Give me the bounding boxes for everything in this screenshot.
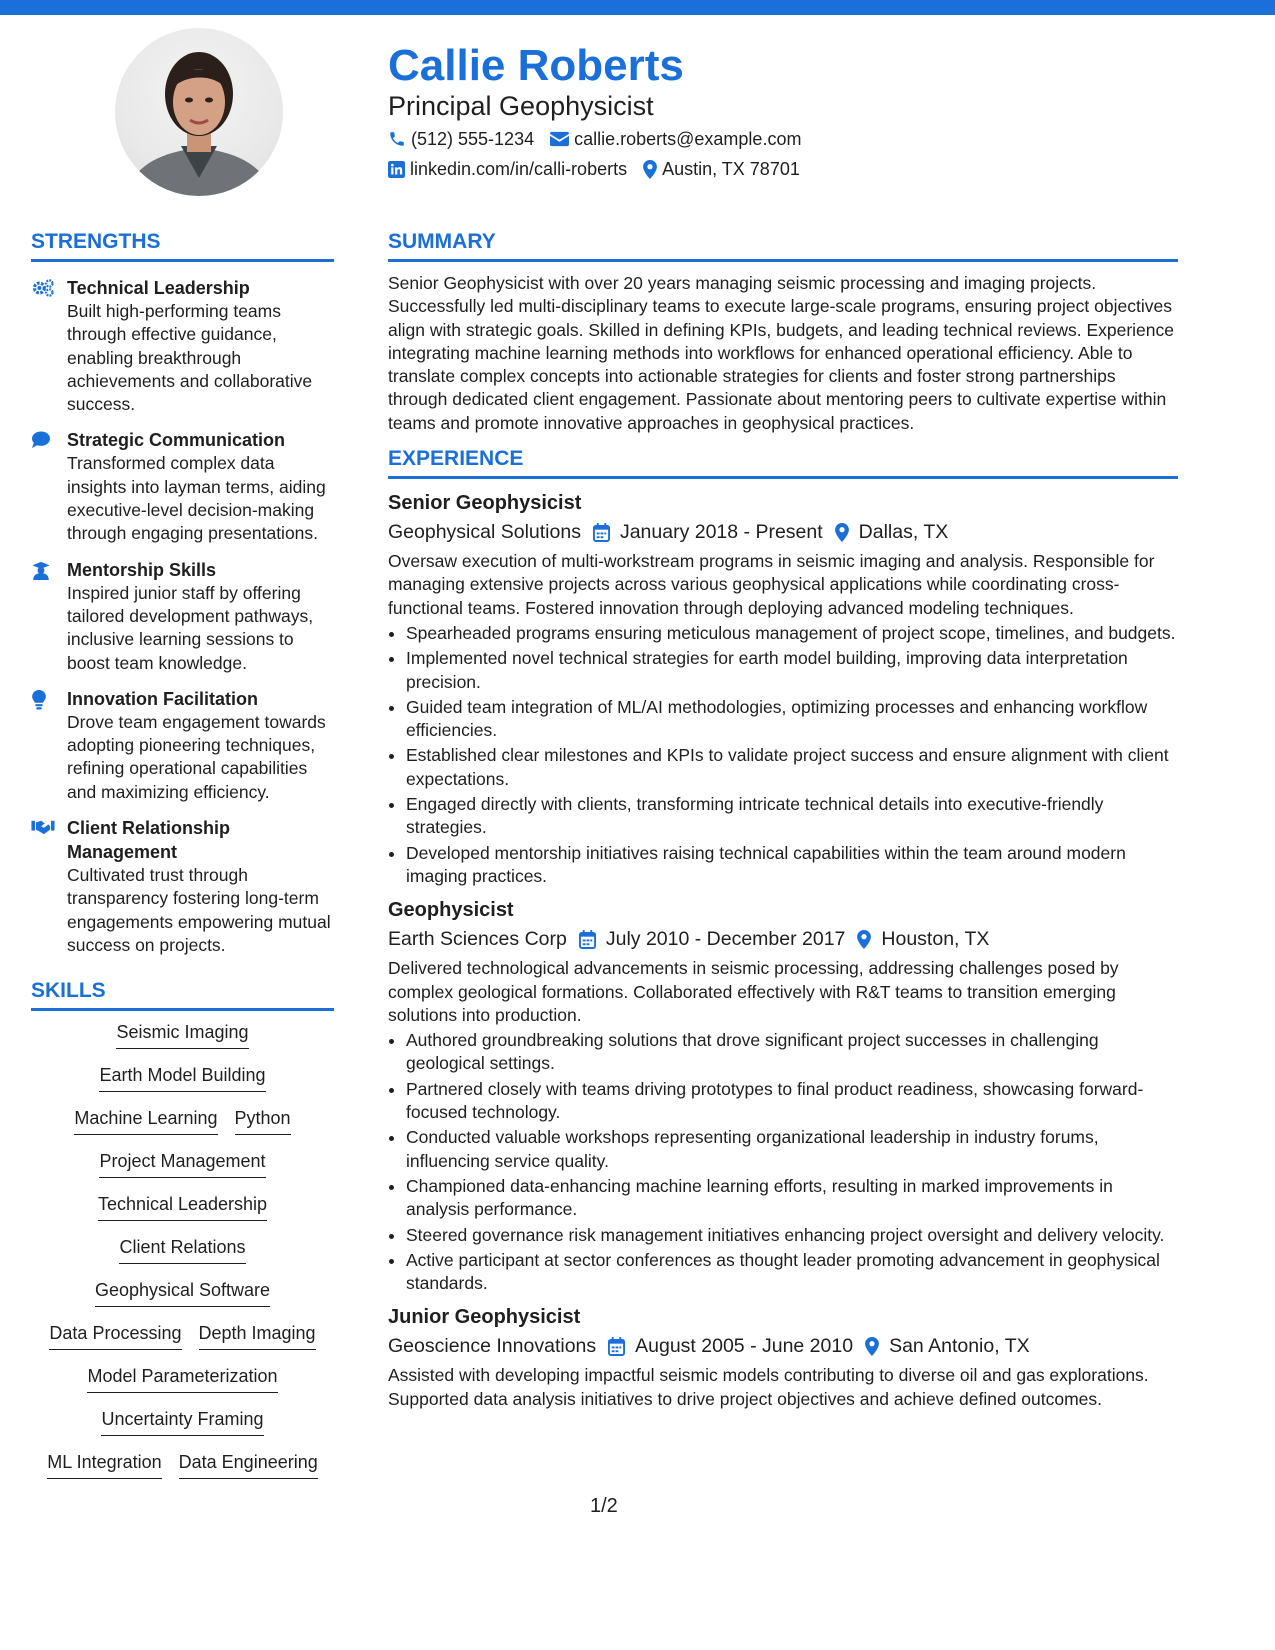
bullet-item: • Conducted valuable workshops representing organizational leadership in industry forums, influencing service quality. [406,1126,1178,1173]
page-number: 1/2 [590,1495,618,1517]
map-pin-icon [643,160,657,179]
left-column [31,228,334,1494]
bullet-item: • Partnered closely with teams driving prototypes to final product readiness, showcasing forward-focused technology. [406,1078,1178,1125]
skill-tag: Geophysical Software [95,1279,270,1307]
job-company: Earth Sciences Corp [388,928,567,951]
job-title: Senior Geophysicist [388,492,582,515]
strength-title: Strategic Communication [67,430,286,451]
linkedin-contact[interactable] [388,158,627,180]
job-dates: July 2010 - December 2017 [605,928,846,951]
skill-row [98,1193,267,1236]
strength-title: Mentorship Skills [67,559,217,580]
job-meta [388,517,1178,547]
bullet-item: • Guided team integration of ML/AI methodologies, optimizing processes and enhancing workflow efficiencies. [406,696,1178,743]
skill-row [74,1107,290,1150]
job-entry [388,489,1178,888]
job-location: San Antonio, TX [889,1335,1030,1358]
candidate-role: Principal Geophysicist [388,91,654,121]
location-text: Austin, TX 78701 [662,159,800,179]
skills-title: SKILLS [31,979,106,1003]
skill-tag: Uncertainty Framing [101,1408,263,1436]
summary-title: SUMMARY [388,230,496,253]
job-bullets [388,622,1178,888]
section-divider [31,259,334,262]
job-description: Delivered technological advancements in seismic processing, addressing challenges posed by complex geological formations. Collaborated effectively with R&T teams to transition emerging solutions into production. [388,958,1119,1025]
job-title: Geophysicist [388,899,514,922]
contact-row-1 [388,128,817,150]
skill-row [95,1279,270,1322]
job-location: Dallas, TX [858,521,949,544]
map-pin-icon [857,930,871,949]
skill-tag: Machine Learning [74,1107,217,1135]
handshake-icon [31,819,55,835]
job-dates: August 2005 - June 2010 [635,1335,854,1358]
strength-description: Cultivated trust through transparency fostering long-term engagements empowering mutual success on projects. [67,865,331,955]
skill-row [119,1236,245,1279]
linkedin-text: linkedin.com/in/calli-roberts [410,159,628,179]
bullet-item: • Steered governance risk management initiatives enhancing project oversight and delivery velocity. [406,1224,1178,1247]
phone-icon [388,130,406,148]
profile-photo [115,28,283,196]
lightbulb-icon [31,690,47,710]
section-divider [388,476,1178,479]
strengths-list [31,276,334,957]
job-meta [388,924,1178,954]
phone-text: (512) 555-1234 [411,129,535,149]
candidate-name: Callie Roberts [388,41,684,90]
skill-row [47,1451,318,1494]
top-accent-bar [0,0,1275,15]
strength-description: Inspired junior staff by offering tailored development pathways, inclusive learning sessions to boost team knowledge. [67,582,314,673]
strength-description: Transformed complex data insights into layman terms, aiding executive-level decision-making through engaging presentations. [67,453,326,544]
skill-tag: Client Relations [119,1236,245,1264]
job-title: Junior Geophysicist [388,1306,581,1329]
bullet-item: • Authored groundbreaking solutions that drove significant project successes in challenging geological settings. [406,1029,1178,1076]
skill-tag: Earth Model Building [99,1064,265,1092]
strength-title: Client Relationship Management [67,818,231,863]
phone-contact[interactable] [388,128,534,150]
job-description: Assisted with developing impactful seismic models contributing to diverse oil and gas explorations. Supported data analysis initiatives to drive project objectives and achieve defined outcomes. [388,1365,1149,1409]
section-divider [31,1008,334,1011]
bullet-item: • Championed data-enhancing machine learning efforts, resulting in marked improvements in analysis performance. [406,1175,1178,1222]
chat-bubble-icon [31,431,51,449]
map-pin-icon [835,523,849,542]
strength-item [31,428,334,545]
calendar-icon [593,523,610,542]
job-company: Geoscience Innovations [388,1335,597,1358]
calendar-icon [579,930,596,949]
strength-title: Technical Leadership [67,278,250,298]
job-meta [388,1331,1178,1361]
job-description: Oversaw execution of multi-workstream programs in seismic imaging and analysis. Responsible for managing extensive projects across various geophysical applications while coordinating cross-functional teams. Fostered innovation through deploying advanced modeling techniques. [388,551,1155,618]
skills-list [31,1021,334,1494]
skill-row [99,1064,265,1107]
contact-row-2 [388,158,816,180]
job-bullets [388,1029,1178,1295]
job-company: Geophysical Solutions [388,521,581,544]
bullet-item: • Implemented novel technical strategies for earth model building, improving data interpretation precision. [406,647,1178,694]
skill-tag: Data Processing [49,1322,181,1350]
strengths-title: STRENGTHS [31,230,161,253]
skill-tag: Technical Leadership [98,1193,267,1221]
summary-text: Senior Geophysicist with over 20 years managing seismic processing and imaging projects. Successfully led multi-disciplinary teams to execute large-scale programs, ensuring project objectives align with strategic goals. Skilled in defining KPIs, budgets, and leading technical reviews. Experience integrating machine learning methods into workflows for enhanced operational efficiency. Able to translate complex concepts into actionable strategies for clients and foster strong partnerships through dedicated client engagement. Passionate about mentoring peers to cultivate expertise within teams and promote innovative approaches in geophysical practices. [388,273,1175,433]
right-column [388,228,1178,1411]
bullet-item: • Active participant at sector conferences as thought leader promoting advancement in geophysical standards. [406,1249,1178,1296]
gears-icon [31,279,55,297]
strength-description: Built high-performing teams through effective guidance, enabling breakthrough achievements and collaborative success. [67,301,313,415]
strength-item [31,558,334,675]
job-location: Houston, TX [881,928,990,951]
skill-row [49,1322,315,1365]
skill-row [101,1408,263,1451]
strength-item [31,687,334,804]
skill-tag: ML Integration [47,1451,161,1479]
skill-tag: Python [235,1107,291,1135]
section-divider [388,259,1178,262]
skill-tag: Project Management [99,1150,265,1178]
job-dates: January 2018 - Present [619,521,823,544]
map-pin-icon [865,1337,879,1356]
bullet-item: • Developed mentorship initiatives raising technical capabilities within the team around modern imaging practices. [406,842,1178,889]
job-entry [388,896,1178,1295]
graduate-icon [31,561,51,580]
bullet-item: • Established clear milestones and KPIs to validate project success and ensure alignment with client expectations. [406,744,1178,791]
envelope-icon [550,131,569,147]
job-entry [388,1303,1178,1411]
email-text: callie.roberts@example.com [574,129,802,149]
strength-description: Drove team engagement towards adopting pioneering techniques, refining operational capabilities and maximizing efficiency. [67,711,326,802]
strength-item [31,276,334,416]
strength-item [31,816,334,957]
skill-tag: Depth Imaging [199,1322,316,1350]
strength-title: Innovation Facilitation [67,688,259,709]
skill-row [87,1365,277,1408]
bullet-item: • Engaged directly with clients, transforming intricate technical details into executive-friendly strategies. [406,793,1178,840]
linkedin-icon [388,161,405,178]
bullet-item: • Spearheaded programs ensuring meticulous management of project scope, timelines, and budgets. [406,622,1178,645]
email-contact[interactable] [550,128,801,150]
skill-tag: Model Parameterization [87,1365,277,1393]
skill-row [99,1150,265,1193]
skill-tag: Seismic Imaging [116,1021,248,1049]
skill-row [116,1021,248,1064]
experience-title: EXPERIENCE [388,447,524,471]
skill-tag: Data Engineering [179,1451,318,1479]
calendar-icon [608,1337,625,1356]
location-contact [643,158,800,180]
